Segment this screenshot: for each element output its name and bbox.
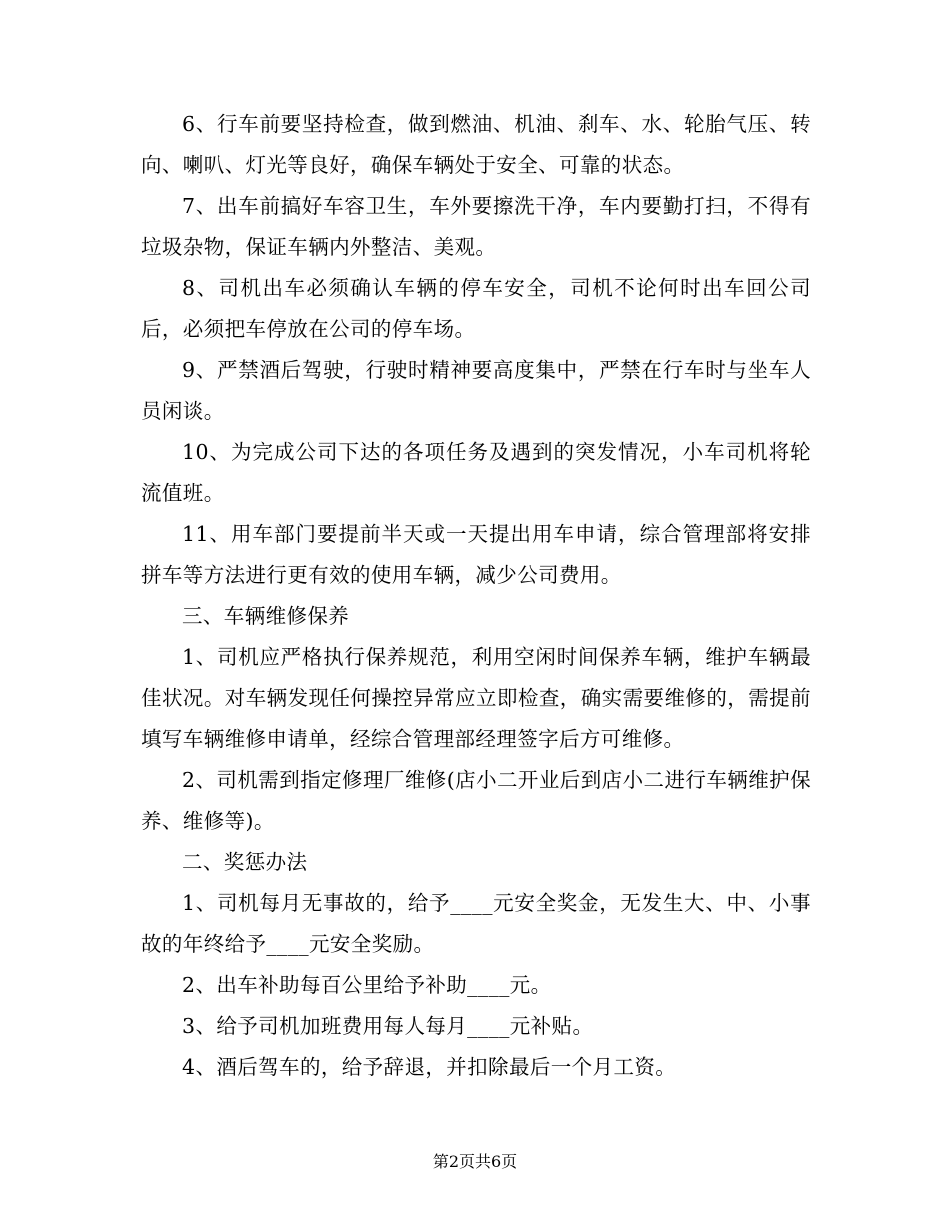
- paragraph-reward-3: 3、给予司机加班费用每人每月____元补贴。: [182, 1014, 594, 1038]
- paragraph-rule-9: 9、严禁酒后驾驶，行驶时精神要高度集中，严禁在行车时与坐车人员闲谈。: [141, 358, 811, 423]
- paragraph-reward-4: 4、酒后驾车的，给予辞退，并扣除最后一个月工资。: [182, 1055, 677, 1079]
- paragraph-rule-7: 7、出车前搞好车容卫生，车外要擦洗干净，车内要勤打扫，不得有垃圾杂物，保证车辆内外整洁、美观。: [141, 194, 811, 259]
- section-heading-maintenance: 三、车辆维修保养: [182, 604, 350, 628]
- paragraph-maintenance-2: 2、司机需到指定修理厂维修(店小二开业后到店小二进行车辆维护保养、维修等)。: [141, 768, 811, 833]
- paragraph-reward-2: 2、出车补助每百公里给予补助____元。: [182, 973, 552, 997]
- section-heading-rewards: 二、奖惩办法: [182, 850, 308, 874]
- paragraph-maintenance-1: 1、司机应严格执行保养规范，利用空闲时间保养车辆，维护车辆最佳状况。对车辆发现任何操控异常应立即检查，确实需要维修的，需提前填写车辆维修申请单，经综合管理部经理签字后方可维修。: [141, 645, 811, 751]
- document-body: [141, 104, 811, 1088]
- paragraph-rule-10: 10、为完成公司下达的各项任务及遇到的突发情况，小车司机将轮流值班。: [141, 440, 811, 505]
- paragraph-rule-6: 6、行车前要坚持检查，做到燃油、机油、刹车、水、轮胎气压、转向、喇叭、灯光等良好，确保车辆处于安全、可靠的状态。: [141, 112, 811, 177]
- paragraph-rule-11: 11、用车部门要提前半天或一天提出用车申请，综合管理部将安排拼车等方法进行更有效的使用车辆，减少公司费用。: [141, 522, 811, 587]
- paragraph-reward-1: 1、司机每月无事故的，给予____元安全奖金，无发生大、中、小事故的年终给予____元安全奖励。: [141, 891, 811, 956]
- paragraph-rule-8: 8、司机出车必须确认车辆的停车安全，司机不论何时出车回公司后，必须把车停放在公司的停车场。: [141, 276, 811, 341]
- page-number: 第2页共6页: [432, 1152, 518, 1171]
